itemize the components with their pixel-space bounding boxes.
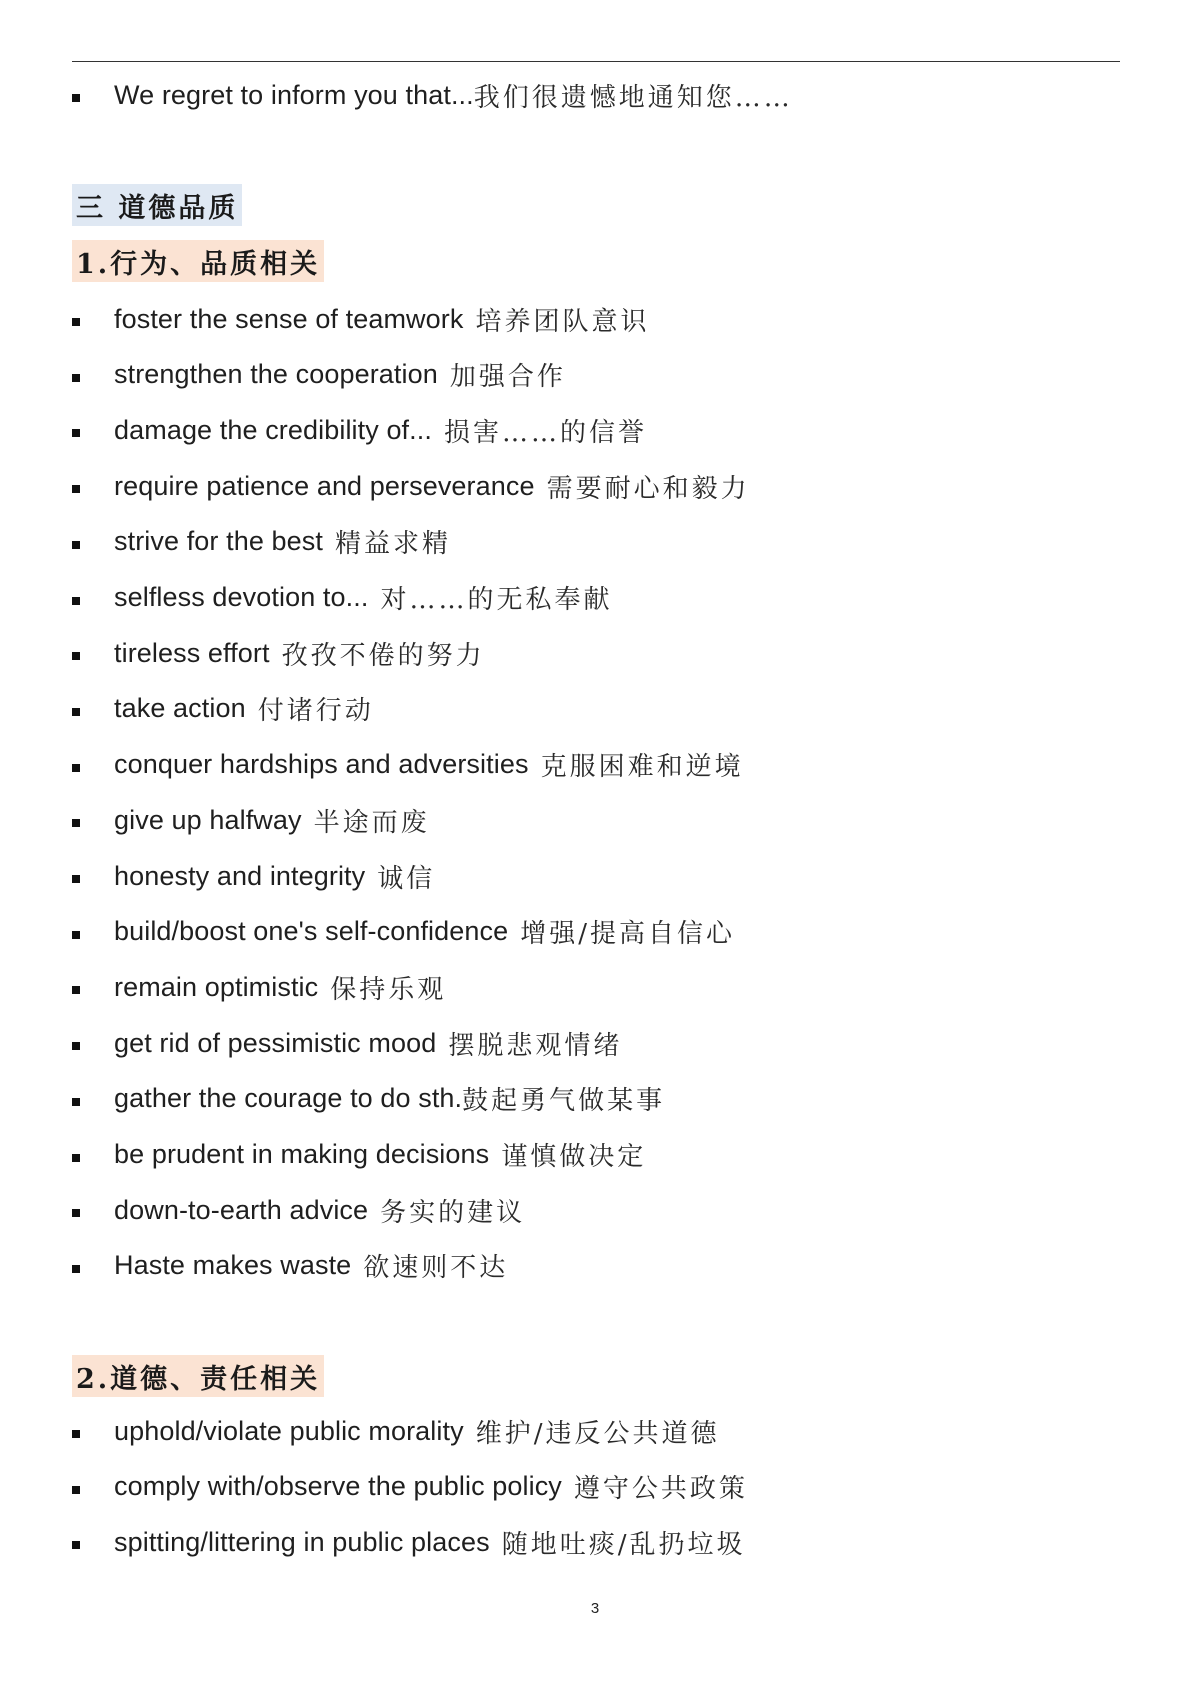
list-item [72, 1411, 719, 1451]
list-item [72, 689, 374, 729]
square-bullet-icon [72, 1486, 80, 1494]
phrase-english: honesty and integrity [114, 860, 366, 891]
phrase-chinese: 需要耐心和毅力 [546, 473, 750, 504]
phrase-english: be prudent in making decisions [114, 1139, 490, 1169]
list-item [72, 466, 750, 506]
phrase-chinese: 摆脱悲观情绪 [448, 1030, 623, 1061]
phrase-chinese: 鼓起勇气做某事 [462, 1086, 666, 1117]
list-item [72, 1246, 508, 1286]
list-item [72, 967, 446, 1007]
phrase-chinese: 诚信 [377, 863, 436, 894]
phrase-english: get rid of pessimistic mood [114, 1027, 437, 1058]
phrase-english: give up halfway [114, 804, 302, 835]
list-item [72, 800, 430, 840]
list-item [72, 1135, 646, 1175]
phrase-chinese: 务实的建议 [380, 1197, 526, 1228]
list-item [72, 1190, 525, 1230]
list-item [72, 1079, 665, 1119]
list-item [72, 355, 566, 395]
square-bullet-icon [72, 1209, 80, 1217]
square-bullet-icon [72, 708, 80, 716]
phrase-chinese: 对……的无私奉献 [380, 585, 613, 615]
phrase-chinese: 保持乐观 [330, 974, 447, 1005]
subsection-heading-2: 2.道德、责任相关 [72, 1355, 324, 1397]
square-bullet-icon [72, 374, 80, 382]
square-bullet-icon [72, 541, 80, 549]
phrase-chinese: 加强合作 [449, 362, 566, 393]
phrase-chinese: 半途而废 [313, 807, 430, 838]
phrase-english: down-to-earth advice [114, 1194, 369, 1225]
square-bullet-icon [72, 875, 80, 883]
phrase-english: comply with/observe the public policy [114, 1471, 562, 1502]
list-item [72, 912, 735, 952]
square-bullet-icon [72, 1154, 80, 1162]
phrase-english: build/boost one's self-confidence [114, 916, 509, 947]
phrase-chinese: 我们很遗憾地通知您…… [473, 82, 793, 113]
phrase-english: selfless devotion to... [114, 582, 369, 612]
phrase-chinese: 遵守公共政策 [573, 1474, 748, 1505]
phrase-chinese: 谨慎做决定 [501, 1142, 647, 1172]
section-heading: 三 道德品质 [72, 184, 242, 226]
phrase-english: strengthen the cooperation [114, 359, 438, 390]
square-bullet-icon [72, 485, 80, 493]
list-item [72, 299, 649, 339]
list-item [72, 745, 744, 785]
phrase-chinese: 培养团队意识 [475, 306, 650, 337]
phrase-english: We regret to inform you that... [114, 79, 474, 110]
phrase-chinese: 随地吐痰/乱扔垃圾 [501, 1529, 746, 1560]
phrase-chinese: 欲速则不达 [363, 1253, 509, 1284]
square-bullet-icon [72, 597, 80, 605]
square-bullet-icon [72, 1098, 80, 1106]
square-bullet-icon [72, 94, 80, 102]
list-item [72, 410, 647, 450]
phrase-english: damage the credibility of... [114, 414, 432, 445]
header-rule [72, 61, 1120, 62]
square-bullet-icon [72, 931, 80, 939]
phrase-english: foster the sense of teamwork [114, 303, 464, 334]
list-item [72, 1023, 622, 1063]
square-bullet-icon [72, 1541, 80, 1549]
phrase-chinese: 克服困难和逆境 [540, 752, 744, 783]
subsection-heading-1: 1.行为、品质相关 [72, 240, 324, 282]
phrase-english: Haste makes waste [114, 1250, 352, 1281]
list-item [72, 578, 612, 618]
list-item [72, 633, 485, 673]
list-item [72, 522, 451, 562]
list-item [72, 1522, 745, 1562]
phrase-english: conquer hardships and adversities [114, 749, 529, 780]
list-item [72, 856, 435, 896]
list-item [72, 1467, 748, 1507]
phrase-english: spitting/littering in public places [114, 1526, 490, 1557]
square-bullet-icon [72, 1430, 80, 1438]
phrase-english: take action [114, 693, 246, 724]
square-bullet-icon [72, 1265, 80, 1273]
page-number: 3 [590, 1600, 600, 1617]
square-bullet-icon [72, 819, 80, 827]
square-bullet-icon [72, 429, 80, 437]
phrase-english: tireless effort [114, 637, 270, 668]
list-item-intro [72, 75, 793, 115]
square-bullet-icon [72, 652, 80, 660]
square-bullet-icon [72, 764, 80, 772]
phrase-english: gather the courage to do sth. [114, 1083, 463, 1114]
square-bullet-icon [72, 318, 80, 326]
phrase-chinese: 孜孜不倦的努力 [281, 640, 485, 671]
phrase-english: require patience and perseverance [114, 470, 535, 501]
square-bullet-icon [72, 1042, 80, 1050]
phrase-chinese: 付诸行动 [257, 696, 374, 727]
phrase-english: uphold/violate public morality [114, 1415, 464, 1446]
square-bullet-icon [72, 986, 80, 994]
phrase-chinese: 损害……的信誉 [443, 417, 647, 448]
phrase-chinese: 增强/提高自信心 [520, 919, 735, 950]
phrase-chinese: 维护/违反公共道德 [475, 1418, 720, 1449]
phrase-chinese: 精益求精 [335, 529, 452, 560]
phrase-english: remain optimistic [114, 971, 319, 1002]
phrase-english: strive for the best [114, 526, 323, 557]
